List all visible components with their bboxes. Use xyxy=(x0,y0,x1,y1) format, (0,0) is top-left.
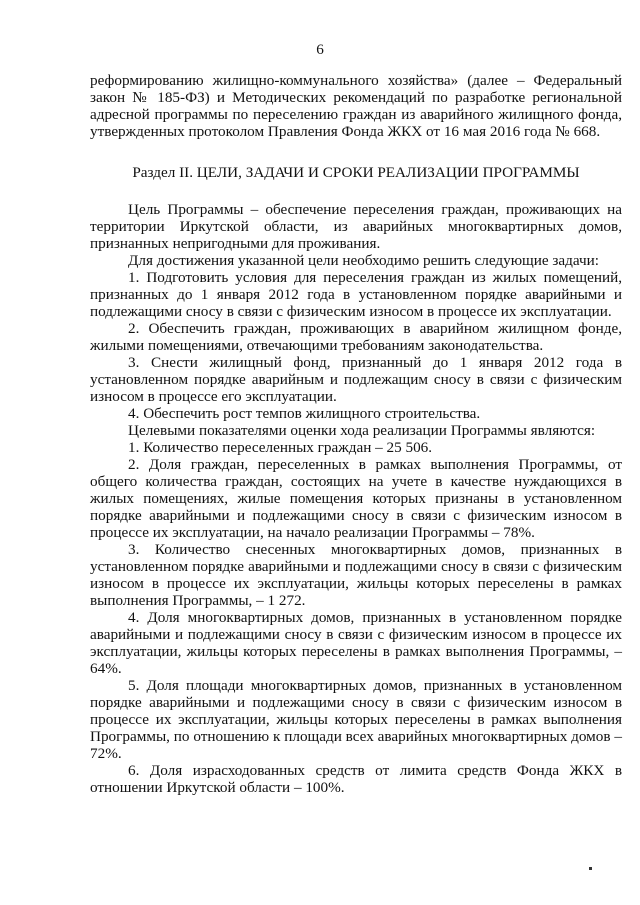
task-item-3: 3. Снести жилищный фонд, признанный до 1 января 2012 года в установленном порядке аварийным и подлежащим сносу в связи с физическим износом в процессе его эксплуатации. xyxy=(90,354,622,405)
indicator-item-4: 4. Доля многоквартирных домов, признанных в установленном порядке аварийными и подлежащими сносу в связи с физическим износом в процессе их эксплуатации, жильцы которых переселены в рамках выполнения Программы, – 64%. xyxy=(90,609,622,677)
goal-paragraph: Цель Программы – обеспечение переселения граждан, проживающих на территории Иркутской области, из аварийных многоквартирных домов, признанных непригодными для проживания. xyxy=(90,201,622,252)
page-number: 6 xyxy=(316,41,324,58)
indicator-item-2: 2. Доля граждан, переселенных в рамках выполнения Программы, от общего количества граждан, состоящих на учете в качестве нуждающихся в жилых помещениях, жилые помещения которых признаны в установленном порядке аварийными и подлежащими сносу в связи с физическим износом в процессе их эксплуатации, на начало реализации Программы – 78%. xyxy=(90,456,622,541)
task-item-1: 1. Подготовить условия для переселения граждан из жилых помещений, признанных до 1 января 2012 года в установленном порядке аварийными и подлежащими сносу в связи с физическим износом в процессе их эксплуатации. xyxy=(90,269,622,320)
tasks-intro: Для достижения указанной цели необходимо решить следующие задачи: xyxy=(128,252,599,269)
indicator-item-3: 3. Количество снесенных многоквартирных домов, признанных в установленном порядке аварийными и подлежащими сносу в связи с физическим износом в процессе их эксплуатации, жильцы которых переселены в рамках выполнения Программы, – 1 272. xyxy=(90,541,622,609)
indicator-item-6: 6. Доля израсходованных средств от лимита средств Фонда ЖКХ в отношении Иркутской области – 100%. xyxy=(90,762,622,796)
indicator-item-5: 5. Доля площади многоквартирных домов, признанных в установленном порядке аварийными и подлежащими сносу в связи с физическим износом в процессе их эксплуатации, жильцы которых переселены в рамках выполнения Программы, по отношению к площади всех аварийных многоквартирных домов – 72%. xyxy=(90,677,622,762)
document-body xyxy=(90,72,622,796)
intro-paragraph: реформированию жилищно-коммунального хозяйства» (далее – Федеральный закон № 185-ФЗ) и Методических рекомендаций по разработке региональной адресной программы по переселению граждан из аварийного жилищного фонда, утвержденных протоколом Правления Фонда ЖКХ от 16 мая 2016 года № 668. xyxy=(90,72,622,140)
indicators-intro: Целевыми показателями оценки хода реализации Программы являются: xyxy=(128,422,596,439)
task-item-4: 4. Обеспечить рост темпов жилищного строительства. xyxy=(128,405,481,422)
indicator-item-1: 1. Количество переселенных граждан – 25 506. xyxy=(128,439,433,456)
task-item-2: 2. Обеспечить граждан, проживающих в аварийном жилищном фонде, жилыми помещениями, отвечающими требованиям законодательства. xyxy=(90,320,622,354)
section-heading: Раздел II. ЦЕЛИ, ЗАДАЧИ И СРОКИ РЕАЛИЗАЦИИ ПРОГРАММЫ xyxy=(132,164,580,181)
scan-speck xyxy=(589,867,592,870)
